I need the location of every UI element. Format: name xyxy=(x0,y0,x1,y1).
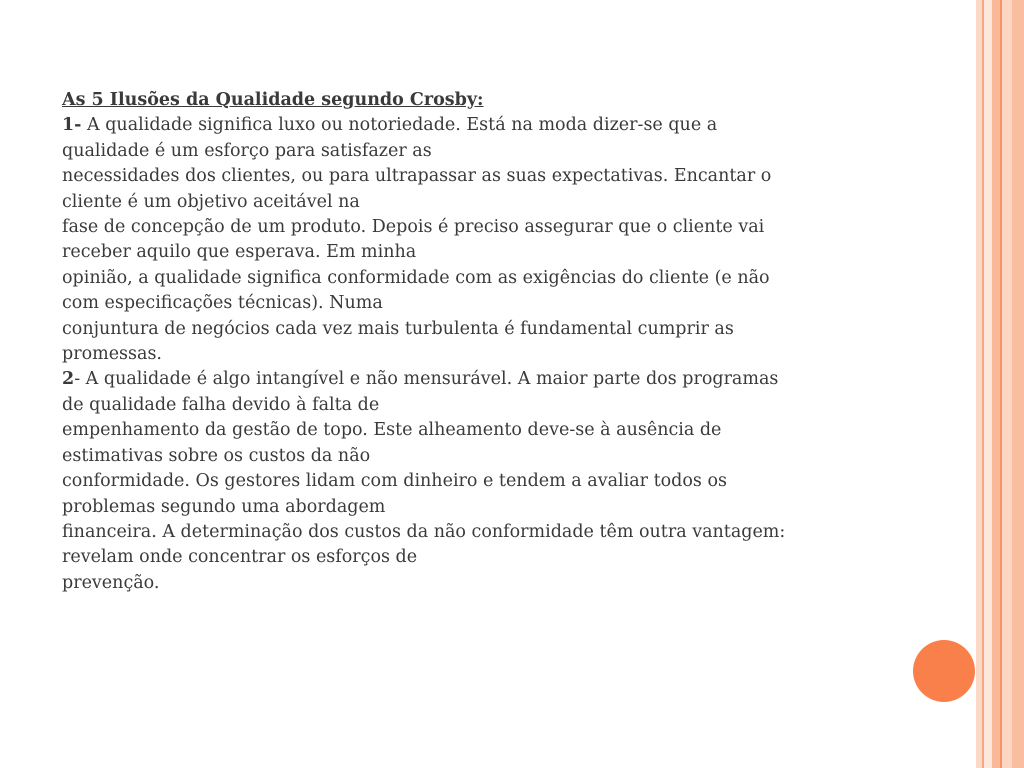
item-line: estimativas sobre os custos da não xyxy=(62,445,371,466)
item-line: necessidades dos clientes, ou para ultrapassar as suas expectativas. Encantar o xyxy=(62,166,772,187)
decorative-circle xyxy=(913,640,975,702)
item-line: prevenção. xyxy=(62,572,160,593)
item-line: empenhamento da gestão de topo. Este alheamento deve-se à ausência de xyxy=(62,420,722,441)
decorative-stripe xyxy=(992,0,1000,768)
item-line: problemas segundo uma abordagem xyxy=(62,496,386,517)
item-2 xyxy=(62,367,862,596)
item-number: 1- xyxy=(62,115,82,136)
item-line: 2- A qualidade é algo intangível e não mensurável. A maior parte dos programas xyxy=(62,369,779,390)
item-line: opinião, a qualidade significa conformidade com as exigências do cliente (e não xyxy=(62,267,770,288)
slide-body xyxy=(62,88,862,596)
item-line: conformidade. Os gestores lidam com dinheiro e tendem a avaliar todos os xyxy=(62,471,727,492)
item-line: fase de concepção de um produto. Depois é preciso assegurar que o cliente vai xyxy=(62,217,765,238)
decorative-stripe xyxy=(1012,0,1024,768)
item-line: com especificações técnicas). Numa xyxy=(62,293,383,314)
decorative-stripe xyxy=(984,0,992,768)
item-1 xyxy=(62,113,862,367)
item-line: revelam onde concentrar os esforços de xyxy=(62,547,418,568)
item-number: 2 xyxy=(62,369,75,390)
item-line: conjuntura de negócios cada vez mais turbulenta é fundamental cumprir as xyxy=(62,318,734,339)
item-line: promessas. xyxy=(62,344,162,365)
item-line: qualidade é um esforço para satisfazer as xyxy=(62,140,432,161)
item-line: 1- A qualidade significa luxo ou notoriedade. Está na moda dizer-se que a xyxy=(62,115,718,136)
item-line: receber aquilo que esperava. Em minha xyxy=(62,242,417,263)
item-line: financeira. A determinação dos custos da não conformidade têm outra vantagem: xyxy=(62,521,786,542)
item-line: cliente é um objetivo aceitável na xyxy=(62,191,360,212)
slide-heading: As 5 Ilusões da Qualidade segundo Crosby: xyxy=(62,90,484,110)
decorative-stripe xyxy=(1002,0,1012,768)
item-line: de qualidade falha devido à falta de xyxy=(62,394,380,415)
